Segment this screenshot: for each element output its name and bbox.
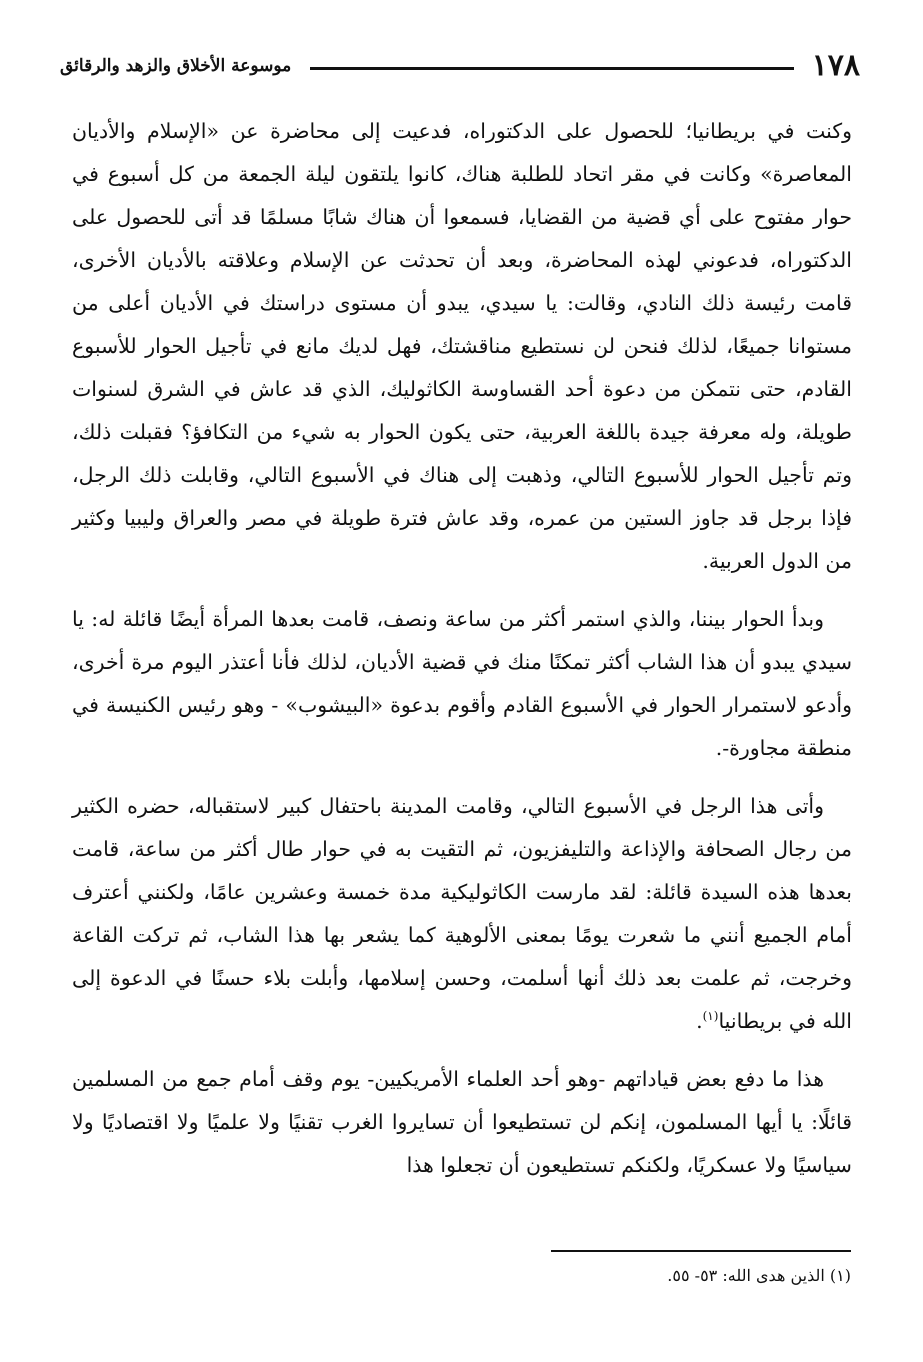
- paragraph: [72, 598, 852, 770]
- page-number: ١٧٨: [811, 48, 860, 83]
- body-text: [72, 110, 852, 1202]
- paragraph-text: هذا ما دفع بعض قياداتهم -وهو أحد العلماء الأمريكيين- يوم وقف أمام جمع من المسلمين قائلًا: يا أيها المسلمون، إنكم لن تستطيعوا أن تسايروا الغرب تقنيًا ولا علميًا ولا اقتصاديًا ولا سياسيًا ولا عسكريًا، ولكنكم تستطيعون أن تجعلوا هذا: [72, 1067, 852, 1177]
- paragraph-text: وبدأ الحوار بيننا، والذي استمر أكثر من ساعة ونصف، قامت بعدها المرأة أيضًا قائلة له: يا سيدي يبدو أن هذا الشاب أكثر تمكنًا منك في قضية الأديان، لذلك فأنا أعتذر اليوم مرة أخرى، وأدعو لاستمرار الحوار في الأسبوع القادم وأقوم بدعوة «البيشوب» - وهو رئيس الكنيسة في منطقة مجاورة-.: [72, 607, 852, 760]
- paragraph-end: .: [696, 1009, 703, 1033]
- header-rule: [310, 67, 794, 70]
- running-title: موسوعة الأخلاق والزهد والرقائق: [60, 56, 292, 76]
- paragraph: [72, 1058, 852, 1187]
- paragraph: [72, 110, 852, 583]
- footnote-rule: [551, 1250, 851, 1252]
- paragraph-text: وأتى هذا الرجل في الأسبوع التالي، وقامت المدينة باحتفال كبير لاستقباله، حضره الكثير من رجال الصحافة والإذاعة والتليفزيون، ثم التقيت به في حوار طال أكثر من ساعة، قامت بعدها هذه السيدة قائلة: لقد مارست الكاثوليكية مدة خمسة وعشرين عامًا، ولكنني أعترف أمام الجميع أنني ما شعرت يومًا بمعنى الألوهية كما يشعر بها هذا الشاب، ثم تركت القاعة وخرجت، ثم علمت بعد ذلك أنها أسلمت، وحسن إسلامها، وأبلت بلاء حسنًا في الدعوة إلى الله في بريطانيا: [72, 794, 852, 1033]
- paragraph: [72, 785, 852, 1043]
- page-header: [60, 48, 860, 88]
- footnote: (١) الذين هدى الله: ٥٣- ٥٥.: [667, 1266, 851, 1285]
- footnote-marker: (١): [702, 1009, 719, 1024]
- paragraph-text: وكنت في بريطانيا؛ للحصول على الدكتوراه، فدعيت إلى محاضرة عن «الإسلام والأديان المعاصرة» وكانت في مقر اتحاد للطلبة هناك، كانوا يلتقون ليلة الجمعة من كل أسبوع في حوار مفتوح على أي قضية من القضايا، فسمعوا أن هناك شابًا مسلمًا قد أتى للحصول على الدكتوراه، فدعوني لهذه المحاضرة، وبعد أن تحدثت عن الإسلام وعلاقته بالأديان الأخرى، قامت رئيسة ذلك النادي، وقالت: يا سيدي، يبدو أن مستوى دراستك في الأديان أعلى من مستوانا جميعًا، لذلك فنحن لن نستطيع مناقشتك، فهل لديك مانع في تأجيل الحوار للأسبوع القادم، حتى نتمكن من دعوة أحد القساوسة الكاثوليك، الذي قد عاش في الشرق لسنوات طويلة، وله معرفة جيدة باللغة العربية، حتى يكون الحوار به شيء من التكافؤ؟ فقبلت ذلك، وتم تأجيل الحوار للأسبوع التالي، وذهبت إلى هناك في الأسبوع التالي، وقابلت ذلك الرجل، فإذا برجل قد جاوز الستين من عمره، وقد عاش فترة طويلة في مصر والعراق وليبيا وكثير من الدول العربية.: [72, 119, 852, 573]
